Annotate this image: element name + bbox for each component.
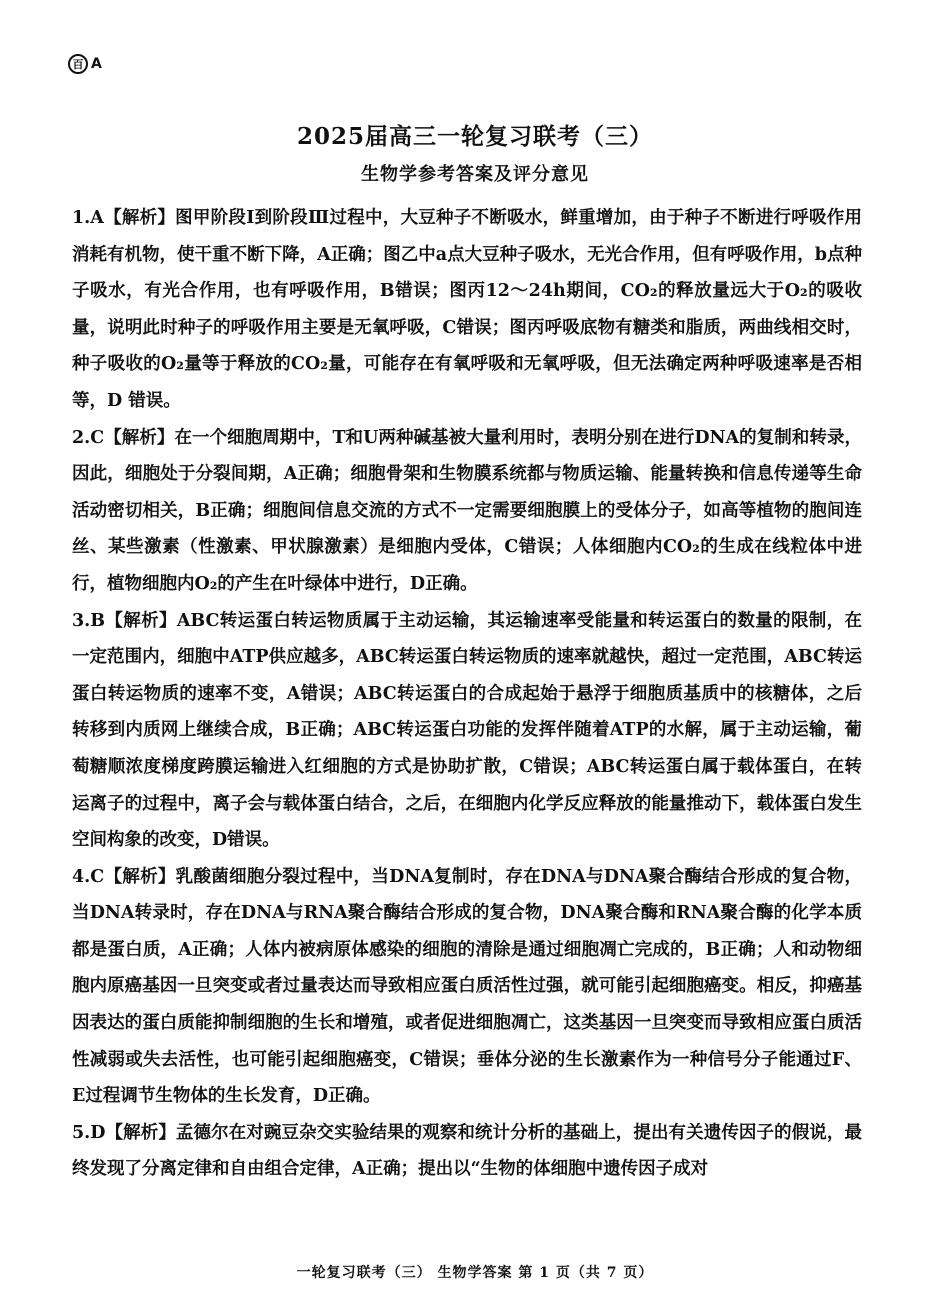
answer-list <box>72 200 862 1188</box>
logo-mark-icon: 百 <box>68 54 88 74</box>
answer-text: 图甲阶段Ⅰ到阶段Ⅲ过程中，大豆种子不断吸水，鲜重增加，由于种子不断进行呼吸作用消耗有机物，使干重不断下降，A正确；图乙中a点大豆种子吸水，无光合作用，但有呼吸作用，b点种子吸水，有光合作用，也有呼吸作用，B错误；图丙12～24h期间，CO₂的释放量远大于O₂的吸收量，说明此时种子的呼吸作用主要是无氧呼吸，C错误；图丙呼吸底物有糖类和脂质，两曲线相交时，种子吸收的O₂量等于释放的CO₂量，可能存在有氧呼吸和无氧呼吸，但无法确定两种呼吸速率是否相等，D 错误。 <box>72 208 862 411</box>
answer-label: 5.D【解析】 <box>72 1122 176 1143</box>
answer-item <box>72 859 862 1115</box>
answer-label: 4.C【解析】 <box>72 866 176 887</box>
answer-item <box>72 420 862 603</box>
answer-text: 在一个细胞周期中，T和U两种碱基被大量利用时，表明分别在进行DNA的复制和转录，因此，细胞处于分裂间期，A正确；细胞骨架和生物膜系统都与物质运输、能量转换和信息传递等生命活动密切相关，B正确；细胞间信息交流的方式不一定需要细胞膜上的受体分子，如高等植物的胞间连丝、某些激素（性激素、甲状腺激素）是细胞内受体，C错误；人体细胞内CO₂的生成在线粒体中进行，植物细胞内O₂的产生在叶绿体中进行，D正确。 <box>72 427 862 594</box>
answer-label: 2.C【解析】 <box>72 427 175 448</box>
answer-item <box>72 603 862 859</box>
answer-item <box>72 200 862 420</box>
answer-item <box>72 1115 862 1188</box>
answer-label: 3.B【解析】 <box>72 610 177 631</box>
publisher-logo <box>68 54 102 74</box>
answer-text: 乳酸菌细胞分裂过程中，当DNA复制时，存在DNA与DNA聚合酶结合形成的复合物，当DNA转录时，存在DNA与RNA聚合酶结合形成的复合物，DNA聚合酶和RNA聚合酶的化学本质都是蛋白质，A正确；人体内被病原体感染的细胞的清除是通过细胞凋亡完成的，B正确；人和动物细胞内原癌基因一旦突变或者过量表达而导致相应蛋白质活性过强，就可能引起细胞癌变。相反，抑癌基因表达的蛋白质能抑制细胞的生长和增殖，或者促进细胞凋亡，这类基因一旦突变而导致相应蛋白质活性减弱或失去活性，也可能引起细胞癌变，C错误；垂体分泌的生长激素作为一种信号分子能通过F、E过程调节生物体的生长发育，D正确。 <box>72 866 862 1107</box>
answer-text: 孟德尔在对豌豆杂交实验结果的观察和统计分析的基础上，提出有关遗传因子的假说，最终发现了分离定律和自由组合定律，A正确；提出以“生物的体细胞中遗传因子成对 <box>72 1122 862 1180</box>
page-footer: 一轮复习联考（三） 生物学答案 第 1 页（共 7 页） <box>296 1265 654 1281</box>
answer-text: ABC转运蛋白转运物质属于主动运输，其运输速率受能量和转运蛋白的数量的限制，在一定范围内，细胞中ATP供应越多，ABC转运蛋白转运物质的速率就越快，超过一定范围，ABC转运蛋白转运物质的速率不变，A错误；ABC转运蛋白的合成起始于悬浮于细胞质基质中的核糖体，之后转移到内质网上继续合成，B正确；ABC转运蛋白功能的发挥伴随着ATP的水解，属于主动运输，葡萄糖顺浓度梯度跨膜运输进入红细胞的方式是协助扩散，C错误；ABC转运蛋白属于载体蛋白，在转运离子的过程中，离子会与载体蛋白结合，之后，在细胞内化学反应释放的能量推动下，载体蛋白发生空间构象的改变，D错误。 <box>72 610 862 851</box>
page-subtitle: 生物学参考答案及评分意见 <box>361 164 589 185</box>
logo-text: A <box>91 56 102 72</box>
page-title: 2025届高三一轮复习联考（三） <box>296 123 653 150</box>
answer-label: 1.A【解析】 <box>72 208 176 228</box>
